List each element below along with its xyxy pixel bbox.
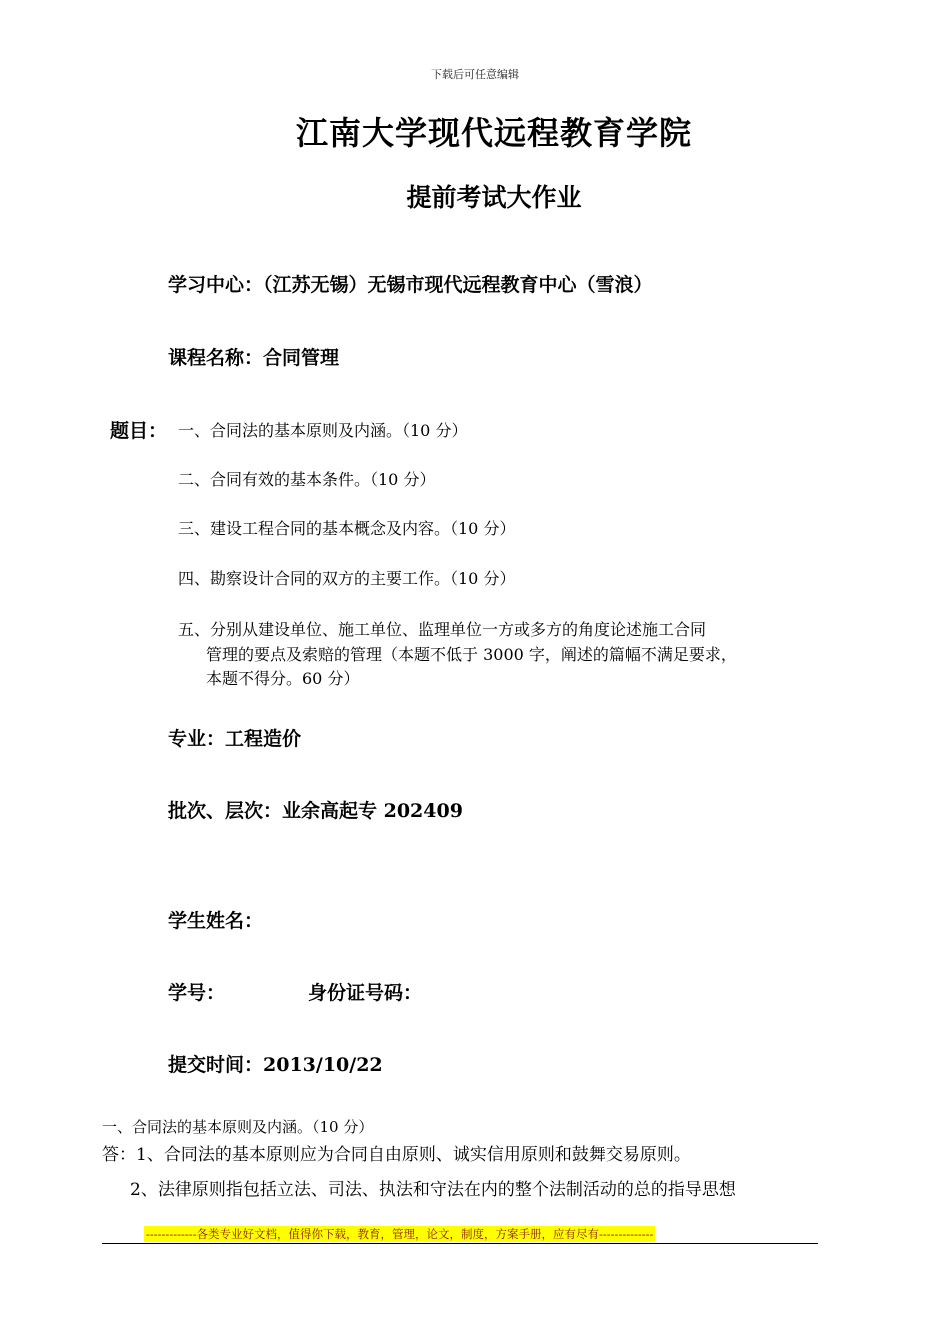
- questions-label: 题目：: [110, 420, 168, 442]
- answer-heading: 一、合同法的基本原则及内涵。（10 分）: [102, 1118, 374, 1136]
- answer-line-1: 答：1、合同法的基本原则应为合同自由原则、诚实信用原则和鼓舞交易原则。: [102, 1145, 691, 1165]
- footer-divider: [102, 1243, 818, 1244]
- header-note: 下载后可任意编辑: [431, 68, 519, 81]
- answer-line-2: 2、法律原则指包括立法、司法、执法和守法在内的整个法制活动的总的指导思想: [130, 1180, 736, 1200]
- learning-center: 学习中心：（江苏无锡）无锡市现代远程教育中心（雪浪）: [168, 274, 653, 296]
- id-card-label: 身份证号码：: [308, 982, 423, 1004]
- course-name: 课程名称：合同管理: [168, 347, 340, 369]
- page-subtitle: 提前考试大作业: [406, 183, 582, 212]
- student-id-label: 学号：: [168, 982, 226, 1004]
- batch-level: 批次、层次：业余高起专 202409: [168, 800, 463, 822]
- page-title: 江南大学现代远程教育学院: [295, 114, 692, 152]
- question-2: 二、合同有效的基本条件。（10 分）: [178, 470, 436, 489]
- student-name-label: 学生姓名：: [168, 910, 264, 932]
- question-4: 四、勘察设计合同的双方的主要工作。（10 分）: [178, 569, 516, 588]
- major: 专业：工程造价: [168, 728, 302, 750]
- question-5-line-1: 五、分别从建设单位、施工单位、监理单位一方或多方的角度论述施工合同: [178, 620, 707, 639]
- submit-time: 提交时间：2013/10/22: [168, 1054, 383, 1076]
- footer-banner: -------------各类专业好文档，值得你下载，教育，管理，论文，制度，方案手册，应有尽有--------------: [146, 1227, 654, 1241]
- question-3: 三、建设工程合同的基本概念及内容。（10 分）: [178, 519, 516, 538]
- question-5-line-3: 本题不得分。60 分）: [206, 669, 360, 688]
- question-5-line-2: 管理的要点及索赔的管理（本题不低于 3000 字，阐述的篇幅不满足要求，: [206, 645, 737, 664]
- question-1: 一、合同法的基本原则及内涵。（10 分）: [178, 421, 468, 440]
